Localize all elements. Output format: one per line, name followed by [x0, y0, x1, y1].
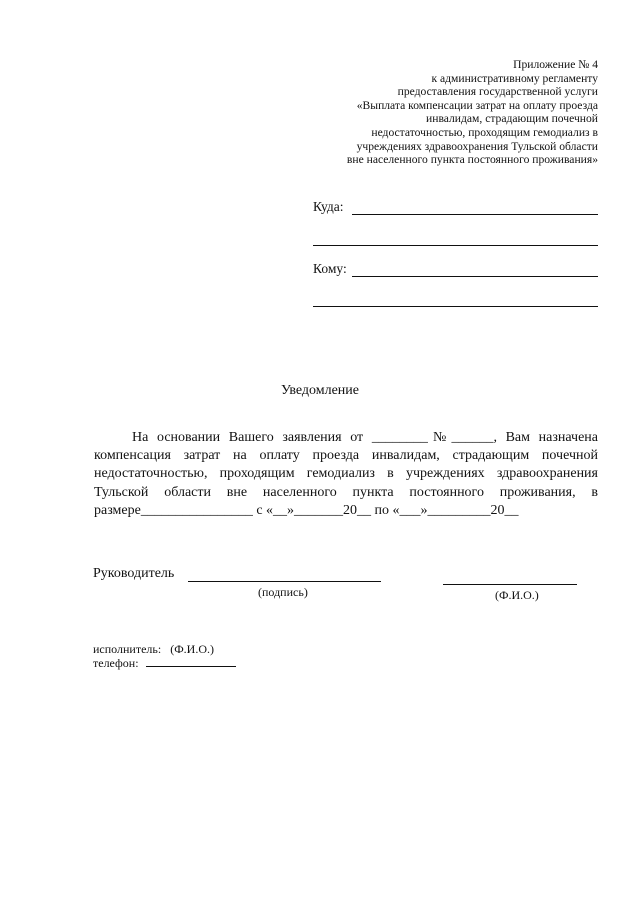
appendix-line: недостаточностью, проходящим гемодиализ в [371, 125, 598, 139]
appendix-line: предоставления государственной услуги [397, 85, 598, 99]
to-where-label: Куда: [313, 199, 344, 214]
signature-caption: (подпись) [258, 585, 308, 599]
executor-line: исполнитель: (Ф.И.О.) [93, 642, 215, 656]
to-where-field-line-2[interactable] [313, 245, 598, 246]
notice-title: Уведомление [280, 383, 359, 398]
paragraph-line: На основании Вашего заявления от ________№______, Вам назначена [132, 430, 598, 445]
appendix-line: инвалидам, страдающим почечной [426, 112, 598, 126]
appendix-header [268, 58, 598, 167]
appendix-line: вне населенного пункта постоянного проживания» [346, 153, 598, 167]
signature-field-line[interactable] [188, 581, 381, 582]
appendix-line: «Выплата компенсации затрат на оплату проезда [356, 98, 598, 112]
executor-block [93, 642, 236, 670]
appendix-line: к административному регламенту [431, 71, 598, 85]
appendix-line: учреждениях здравоохранения Тульской области [356, 139, 598, 153]
paragraph-line: недостаточностью, проходящим гемодиализ в учреждениях здравоохранения [94, 466, 598, 482]
name-field-line[interactable] [443, 584, 577, 585]
to-whom-label: Кому: [313, 261, 347, 276]
phone-field-line[interactable] [146, 656, 236, 667]
paragraph-line: компенсация затрат на оплату проезда инвалидам, страдающим почечной [94, 448, 598, 464]
appendix-line: Приложение № 4 [513, 58, 598, 71]
to-whom-field-line-2[interactable] [313, 306, 598, 307]
name-caption: (Ф.И.О.) [495, 588, 539, 602]
to-where-field-line[interactable] [352, 214, 598, 215]
head-label: Руководитель [93, 566, 175, 581]
paragraph-line: Тульской области вне населенного пункта постоянного проживания, в [94, 484, 598, 500]
notice-paragraph [94, 429, 598, 520]
to-whom-field-line[interactable] [352, 276, 598, 277]
phone-label: телефон: [93, 656, 139, 670]
paragraph-line: размере________________ с «__»_______20__ по «___»_________20__ [94, 502, 519, 518]
